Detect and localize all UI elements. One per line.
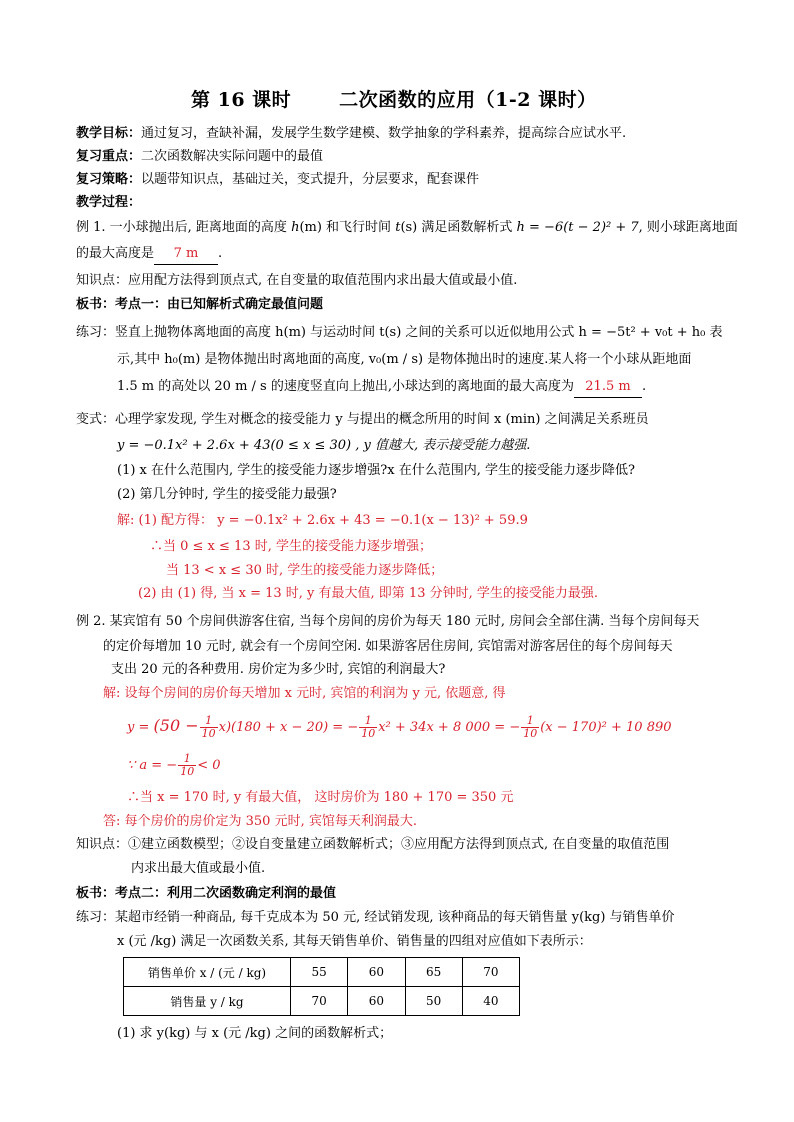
table-row (124, 987, 520, 1016)
practice-1-line-1: 练习：竖直上抛物体离地面的高度 h(m) 与运动时间 t(s) 之间的关系可以近似地用公式 h = −5t² + v₀t + h₀ 表 (76, 325, 723, 340)
practice-1-line-3 (117, 377, 646, 398)
cond-fraction-den: 10 (180, 765, 195, 778)
board-note-1 (76, 295, 323, 315)
variant-line-2: y = −0.1x² + 2.6x + 43(0 ≤ x ≤ 30) , y 值越大, 表示接受能力越强. (117, 438, 531, 453)
review-focus-label: 复习重点： (76, 149, 142, 164)
table-header-price: 销售单价 x / (元 / kg) (124, 958, 291, 987)
ex1-var-t: t (395, 220, 401, 235)
page-title (191, 90, 597, 110)
eq-fraction-1-num: 1 (200, 715, 218, 728)
ex1-var-h: h (291, 220, 300, 235)
table-cell: 60 (348, 958, 405, 987)
teaching-process-label: 教学过程： (76, 195, 142, 210)
cond-text: ∵ a = − (127, 758, 178, 773)
ex1-text-c: (m) 和飞行时间 (299, 220, 396, 235)
review-focus (76, 147, 323, 167)
board-note-2-label: 板书： (76, 886, 116, 901)
eq-fraction-2-num: 1 (359, 715, 377, 728)
example-1-line-2 (76, 244, 222, 265)
example-2-condition (127, 752, 221, 780)
practice-1-answer: 21.5 m (574, 377, 642, 398)
teaching-goal (76, 124, 626, 144)
knowledge-point-2-line-2: 内求出最大值或最小值. (131, 861, 266, 876)
eq-expanded: x² + 34x + 8 000 = − (378, 720, 521, 735)
cond-fraction-num: 1 (178, 753, 196, 766)
eq-middle: x)(180 + x − 20) = − (218, 720, 359, 735)
teaching-goal-label: 教学目标： (76, 126, 142, 141)
board-note-1-text: 考点一：由已知解析式确定最值问题 (115, 297, 324, 312)
eq-fraction-1-den: 10 (201, 727, 216, 740)
eq-paren-open: (50 − (153, 716, 199, 735)
table-cell: 55 (291, 958, 348, 987)
table-cell: 65 (405, 958, 462, 987)
practice-1-line-3-end: . (641, 379, 647, 394)
review-strategy (76, 170, 479, 190)
example-2-solution-1: 解: 设每个房间的房价每天增加 x 元时, 宾馆的利润为 y 元, 依题意, 得 (103, 686, 506, 701)
variant-solution-1: 解: (1) 配方得： y = −0.1x² + 2.6x + 43 = −0.1(x − 13)² + 59.9 (117, 513, 528, 528)
ex1-formula: h = −6(t − 2)² + 7 (516, 220, 639, 235)
ex1-answer: 7 m (154, 244, 218, 265)
price-volume-table (123, 957, 520, 1016)
table-cell: 70 (291, 987, 348, 1016)
practice-2-question-1: (1) 求 y(kg) 与 x (元 /kg) 之间的函数解析式； (117, 1026, 393, 1041)
eq-fraction-3-num: 1 (521, 715, 539, 728)
eq-lhs: y = (127, 720, 154, 735)
eq-fraction-1 (200, 715, 218, 740)
variant-solution-2: ∴当 0 ≤ x ≤ 13 时, 学生的接受能力逐步增强； (150, 539, 432, 554)
title-lesson: 第 16 课时 (191, 89, 292, 111)
ex1-text-f: , 则小球距离地面 (638, 220, 738, 235)
table-cell: 40 (462, 987, 519, 1016)
ex1-line2-text: 的最大高度是 (76, 246, 155, 261)
table-cell: 60 (348, 987, 405, 1016)
board-note-2-text: 考点二：利用二次函数确定利润的最值 (115, 886, 337, 901)
eq-vertex-form: (x − 170)² + 10 890 (540, 720, 672, 735)
practice-1-line-3-text: 1.5 m 的高处以 20 m / s 的速度竖直向上抛出,小球达到的离地面的最大高度为 (117, 379, 574, 394)
example-2-answer: 答: 每个房价的房价定为 350 元时, 宾馆每天利润最大. (103, 814, 417, 829)
review-strategy-label: 复习策略： (76, 172, 142, 187)
ex1-text-a: 例 1. 一小球抛出后, 距离地面的高度 (76, 220, 292, 235)
variant-question-2: (2) 第几分钟时, 学生的接受能力最强? (117, 487, 337, 502)
knowledge-point-2-line-1: 知识点：①建立函数模型；②设自变量建立函数解析式；③应用配方法得到顶点式, 在自变量的取值范围 (76, 837, 670, 852)
teaching-goal-text: 通过复习，查缺补漏，发展学生数学建模、数学抽象的学科素养，提高综合应试水平. (141, 126, 627, 141)
eq-fraction-3 (521, 715, 539, 740)
variant-line-1: 变式：心理学家发现, 学生对概念的接受能力 y 与提出的概念所用的时间 x (min) 之间满足关系班员 (76, 412, 649, 427)
variant-solution-3: 当 13 < x ≤ 30 时, 学生的接受能力逐步降低； (166, 563, 444, 578)
knowledge-point-1: 知识点：应用配方法得到顶点式, 在自变量的取值范围内求出最大值或最小值. (76, 273, 518, 288)
example-2-line-3: 支出 20 元的各种费用. 房价定为多少时, 宾馆的利润最大? (111, 662, 446, 677)
practice-2-line-2: x (元 /kg) 满足一次函数关系, 其每天销售单价、销售量的四组对应值如下表所示： (117, 934, 592, 949)
eq-fraction-2-den: 10 (361, 727, 376, 740)
ex1-text-e: (s) 满足函数解析式 (400, 220, 517, 235)
table-cell: 50 (405, 987, 462, 1016)
example-2-line-2: 的定价每增加 10 元时, 就会有一个房间空闲. 如果游客居住房间, 宾馆需对游客居住的每个房间每天 (103, 639, 673, 654)
variant-question-1: (1) x 在什么范围内, 学生的接受能力逐步增强?x 在什么范围内, 学生的接受能力逐步降低? (117, 463, 635, 478)
review-strategy-text: 以题带知识点，基础过关，变式提升，分层要求，配套课件 (141, 172, 480, 187)
eq-fraction-2 (359, 715, 377, 740)
cond-end: < 0 (197, 758, 221, 773)
cond-fraction (178, 753, 196, 778)
example-2-equation (127, 712, 672, 742)
table-row (124, 958, 520, 987)
table-cell: 70 (462, 958, 519, 987)
table-header-volume: 销售量 y / kg (124, 987, 291, 1016)
board-note-1-label: 板书： (76, 297, 116, 312)
example-2-solution-3: ∴当 x = 170 时, y 有最大值， 这时房价为 180 + 170 = 350 元 (127, 790, 514, 805)
board-note-2 (76, 884, 336, 904)
practice-2-line-1: 练习：某超市经销一种商品, 每千克成本为 50 元, 经试销发现, 该种商品的每天销售量 y(kg) 与销售单价 (76, 910, 675, 925)
practice-1-line-2: 示,其中 h₀(m) 是物体抛出时离地面的高度, v₀(m / s) 是物体抛出时的速度.某人将一个小球从距地面 (117, 352, 692, 367)
eq-fraction-3-den: 10 (523, 727, 538, 740)
ex1-line2-end: . (218, 246, 223, 261)
title-topic: 二次函数的应用（1-2 课时） (339, 89, 597, 111)
review-focus-text: 二次函数解决实际问题中的最值 (141, 149, 324, 164)
example-2-line-1: 例 2. 某宾馆有 50 个房间供游客住宿, 当每个房间的房价为每天 180 元时, 房间会全部住满. 当每个房间每天 (76, 614, 700, 629)
example-1-line-1 (76, 218, 738, 238)
variant-solution-4: (2) 由 (1) 得, 当 x = 13 时, y 有最大值, 即第 13 分钟时, 学生的接受能力最强. (138, 586, 598, 601)
